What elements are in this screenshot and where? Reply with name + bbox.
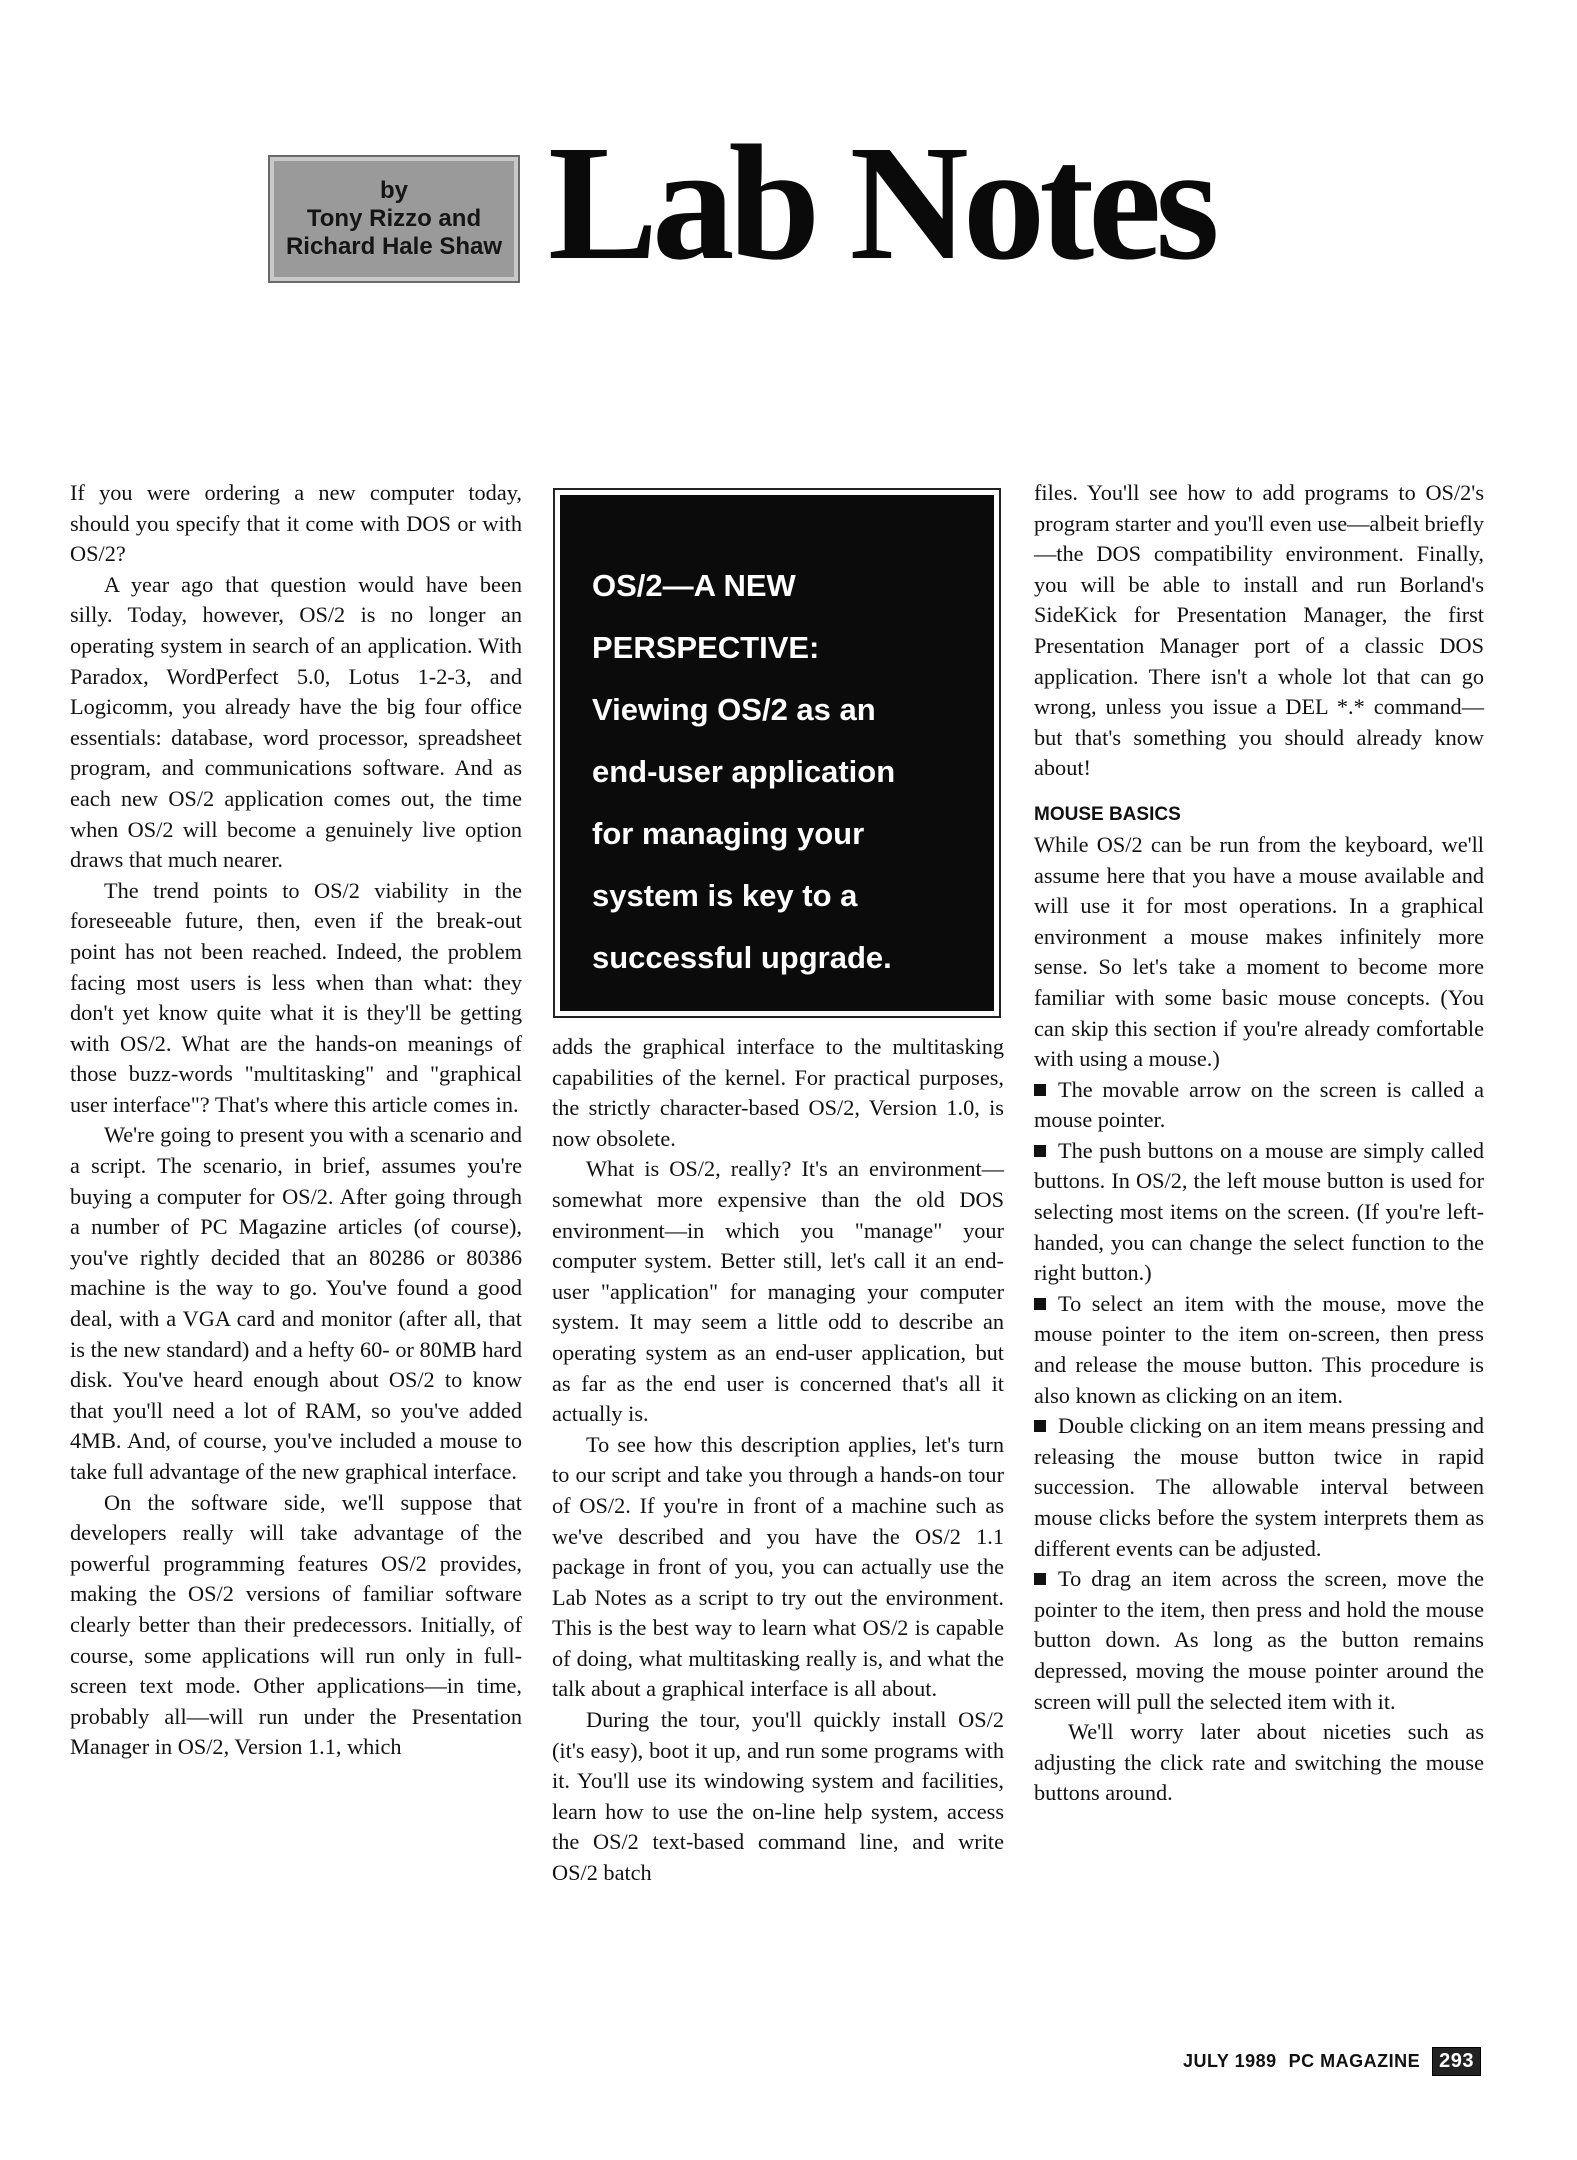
square-bullet-icon xyxy=(1034,1084,1046,1096)
bullet-item xyxy=(1034,1411,1484,1564)
bullet-item xyxy=(1034,1564,1484,1717)
article-column-2 xyxy=(552,1032,1004,1889)
bullet-item xyxy=(1034,1289,1484,1411)
pullquote-line: system is key to a xyxy=(592,878,858,913)
square-bullet-icon xyxy=(1034,1420,1046,1432)
paragraph: On the software side, we'll suppose that developers really will take advantage of the powerful programming features OS/2 provides, making the OS/2 versions of familiar software clearly better than their predecessors. Initially, of course, some applications will run only in full-screen text mode. Other applications—in time, probably all—will run under the Presentation Manager in OS/2, Version 1.1, which xyxy=(70,1489,522,1760)
bullet-text: Double clicking on an item means pressing and releasing the mouse button twice in rapid succession. The allowable interval between mouse clicks before the system interprets them as different events can be adjusted. xyxy=(1034,1413,1484,1561)
paragraph: adds the graphical interface to the multitasking capabilities of the kernel. For practical purposes, the strictly character-based OS/2, Version 1.0, is now obsolete. xyxy=(552,1034,1004,1151)
magazine-name: PC MAGAZINE xyxy=(1288,2051,1421,2071)
square-bullet-icon xyxy=(1034,1145,1046,1157)
page-number: 293 xyxy=(1432,2047,1481,2076)
pullquote xyxy=(560,495,994,1011)
bullet-item xyxy=(1034,1075,1484,1136)
article-column-1 xyxy=(70,478,522,1763)
bullet-item xyxy=(1034,1136,1484,1289)
paragraph: What is OS/2, really? It's an environment—somewhat more expensive than the old DOS environment—in which you "manage" your computer system. Better still, let's call it an end-user "application" for managing your computer system. It may seem a little odd to describe an operating system as an end-user application, but as far as the end user is concerned that's all it actually is. xyxy=(552,1156,1004,1427)
paragraph: The trend points to OS/2 viability in the foreseeable future, then, even if the break-out point has not been reached. Indeed, the problem facing most users is less when than what: they don't yet know quite what it is they'll be getting with OS/2. What are the hands-on meanings of those buzz-words "multitasking" and "graphical user interface"? That's where this article comes in. xyxy=(70,877,522,1117)
bullet-text: To select an item with the mouse, move the mouse pointer to the item on-screen, then press and release the mouse button. This procedure is also known as clicking on an item. xyxy=(1034,1290,1484,1408)
pullquote-frame xyxy=(553,488,1001,1018)
square-bullet-icon xyxy=(1034,1298,1046,1310)
paragraph: We're going to present you with a scenario and a script. The scenario, in brief, assumes you're buying a computer for OS/2. After going through a number of PC Magazine articles (of course), you've rightly decided that an 80286 or 80386 machine is the way to go. You've found a good deal, with a VGA card and monitor (after all, that is the new standard) and a hefty 60- or 80MB hard disk. You've heard enough about OS/2 to know that you'll need a lot of RAM, so you've added 4MB. And, of course, you've included a mouse to take full advantage of the new graphical interface. xyxy=(70,1122,522,1484)
byline-by: by xyxy=(379,177,408,204)
byline-author-1: Tony Rizzo and xyxy=(306,205,482,232)
byline-box xyxy=(268,155,520,283)
issue-date: JULY 1989 xyxy=(1183,2051,1277,2071)
paragraph: While OS/2 can be run from the keyboard, we'll assume here that you have a mouse available and will use it for most operations. In a graphical environment a mouse makes infinitely more sense. So let's take a moment to become more familiar with some basic mouse concepts. (You can skip this section if you're already comfortable with using a mouse.) xyxy=(1034,831,1484,1072)
square-bullet-icon xyxy=(1034,1573,1046,1585)
paragraph: During the tour, you'll quickly install OS/2 (it's easy), boot it up, and run some programs with it. You'll use its windowing system and facilities, learn how to use the on-line help system, access the OS/2 text-based command line, and write OS/2 batch xyxy=(552,1707,1004,1886)
pullquote-line: Viewing OS/2 as an xyxy=(592,692,876,727)
paragraph: files. You'll see how to add programs to OS/2's program starter and you'll even use—albeit briefly—the DOS compatibility environment. Finally, you will be able to install and run Borland's SideKick for Presentation Manager, the first Presentation Manager port of a classic DOS application. There isn't a whole lot that can go wrong, unless you issue a DEL *.* command—but that's something you should already know about! xyxy=(1034,480,1484,781)
article-column-3 xyxy=(1034,478,1484,1809)
byline-author-2: Richard Hale Shaw xyxy=(285,233,503,260)
pullquote-line: for managing your xyxy=(592,816,865,851)
paragraph: To see how this description applies, let's turn to our script and take you through a hands-on tour of OS/2. If you're in front of a machine such as we've described and you have the OS/2 1.1 package in front of you, you can actually use the Lab Notes as a script to try out the environment. This is the best way to learn what OS/2 is capable of doing, what multitasking really is, and what the talk about a graphical interface is all about. xyxy=(552,1431,1004,1702)
pullquote-line: PERSPECTIVE: xyxy=(592,630,820,665)
paragraph: We'll worry later about niceties such as adjusting the click rate and switching the mouse buttons around. xyxy=(1034,1719,1484,1806)
pullquote-line: end-user application xyxy=(592,754,896,789)
bullet-text: The push buttons on a mouse are simply called buttons. In OS/2, the left mouse button is used for selecting most items on the screen. (If you're left-handed, you can change the select function to the right button.) xyxy=(1034,1137,1484,1286)
pullquote-line: successful upgrade. xyxy=(592,940,892,975)
paragraph: A year ago that question would have been silly. Today, however, OS/2 is no longer an operating system in search of an application. With Paradox, WordPerfect 5.0, Lotus 1-2-3, and Logicomm, you already have the big four office essentials: database, word processor, spreadsheet program, and communications software. And as each new OS/2 application comes out, the time when OS/2 will become a genuinely live option draws that much nearer. xyxy=(70,571,522,873)
section-heading: MOUSE BASICS xyxy=(1034,803,1181,825)
page-footer xyxy=(1183,2047,1481,2076)
bullet-text: The movable arrow on the screen is called a mouse pointer. xyxy=(1034,1076,1484,1133)
masthead-title: Lab Notes xyxy=(548,111,1214,294)
bullet-text: To drag an item across the screen, move the pointer to the item, then press and hold the mouse button down. As long as the button remains depressed, moving the mouse pointer around the screen will pull the selected item with it. xyxy=(1034,1566,1484,1714)
pullquote-line: OS/2—A NEW xyxy=(592,568,796,603)
paragraph: If you were ordering a new computer today, should you specify that it come with DOS or with OS/2? xyxy=(70,480,522,567)
